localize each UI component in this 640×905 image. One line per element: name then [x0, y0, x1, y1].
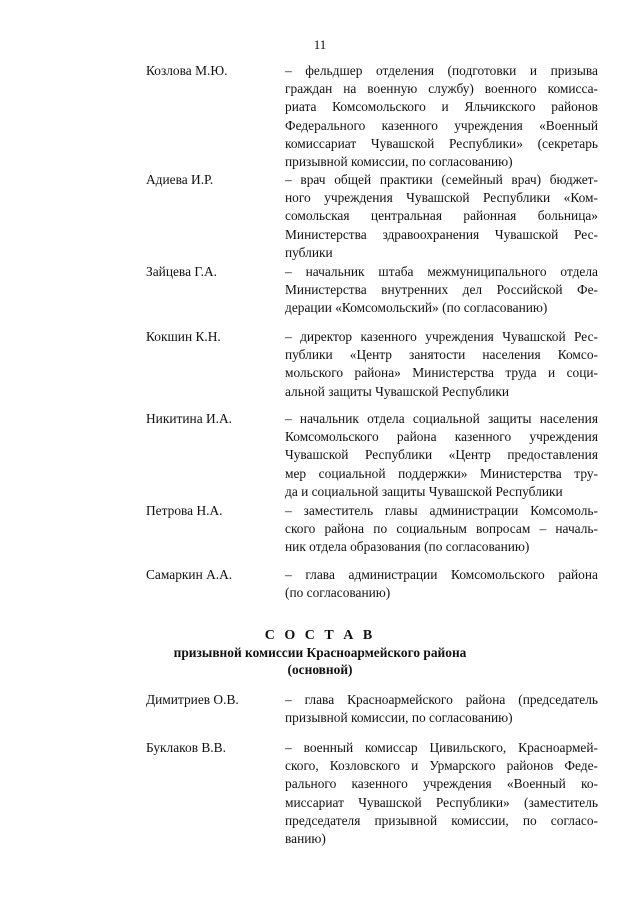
position-line: – глава администрации Комсомольского района — [285, 567, 598, 582]
position-line: Федерального казенного учреждения «Военный — [285, 117, 598, 133]
position-line: – врач общей практики (семейный врач) бюджет- — [285, 172, 598, 187]
position-line: Министерства здравоохранения Чувашской Рес- — [285, 226, 598, 242]
member-position — [285, 410, 598, 501]
position-line: – военный комиссар Цивильского, Красноармей- — [285, 740, 598, 755]
position-line: – глава Красноармейского района (председатель — [285, 692, 598, 707]
position-line: комиссариат Чувашской Республики» (секретарь — [285, 135, 598, 151]
heading-note: (основной) — [287, 662, 353, 677]
position-line: мольского района» Министерства труда и соци- — [285, 365, 598, 381]
member-position — [285, 502, 598, 557]
position-line: альной защиты Чувашской Республики — [285, 383, 510, 399]
section-heading — [0, 627, 640, 678]
member-name: Самаркин А.А. — [146, 567, 233, 582]
position-line: мер социальной поддержки» Министерства тру- — [285, 465, 598, 481]
position-line: ского района по социальным вопросам – началь- — [285, 521, 598, 537]
position-line: призывной комиссии, по согласованию) — [285, 154, 513, 170]
member-position — [285, 739, 598, 848]
member-position — [285, 566, 598, 602]
member-name: Зайцева Г.А. — [146, 264, 217, 279]
position-line: Чувашской Республики «Центр предоставления — [285, 447, 598, 463]
position-line: миссариат Чувашской Республики» (заместитель — [285, 794, 598, 810]
position-line: ник отдела образования (по согласованию) — [285, 539, 530, 555]
heading-title: С О С Т А В — [264, 628, 376, 643]
position-line: да и социальной защиты Чувашской Республики — [285, 483, 563, 499]
member-name: Буклаков В.В. — [146, 740, 226, 755]
position-line: публики «Центр занятости населения Комсо- — [285, 347, 598, 363]
position-line: публики — [285, 244, 333, 260]
position-line: граждан на военную службу) военного комисса- — [285, 81, 598, 97]
position-line: призывной комиссии, по согласованию) — [285, 710, 513, 726]
member-name: Димитриев О.В. — [146, 692, 239, 707]
position-line: Министерства внутренних дел Российской Фе- — [285, 282, 598, 298]
page-number: 11 — [313, 37, 327, 52]
position-line: ного учреждения Чувашской Республики «Ком- — [285, 190, 598, 206]
member-position — [285, 691, 598, 727]
member-position — [285, 62, 598, 171]
position-line: – начальник отдела социальной защиты населения — [285, 411, 598, 426]
member-position — [285, 263, 598, 318]
position-line: риата Комсомольского и Яльчикского районов — [285, 99, 598, 115]
position-line: председателя призывной комиссии, по согласо- — [285, 812, 598, 828]
position-line: сомольская центральная районная больница» — [285, 208, 598, 224]
position-line: ванию) — [285, 831, 326, 847]
member-name: Козлова М.Ю. — [146, 63, 228, 78]
position-line: – директор казенного учреждения Чувашской Рес- — [285, 329, 598, 344]
member-name: Кокшин К.Н. — [146, 329, 221, 344]
position-line: (по согласованию) — [285, 585, 391, 601]
position-line: – фельдшер отделения (подготовки и призыва — [285, 63, 598, 78]
member-name: Никитина И.А. — [146, 411, 233, 426]
member-position — [285, 171, 598, 262]
position-line: рального казенного учреждения «Военный ко- — [285, 776, 598, 792]
member-position — [285, 328, 598, 401]
heading-subtitle: призывной комиссии Красноармейского района — [173, 645, 467, 660]
member-name: Адиева И.Р. — [146, 172, 214, 187]
position-line: – заместитель главы администрации Комсомоль- — [285, 503, 598, 518]
member-name: Петрова Н.А. — [146, 503, 223, 518]
position-line: ского, Козловского и Урмарского районов Феде- — [285, 758, 598, 774]
position-line: Комсомольского района казенного учреждения — [285, 429, 598, 445]
position-line: дерации «Комсомольский» (по согласованию) — [285, 300, 548, 316]
position-line: – начальник штаба межмуниципального отдела — [285, 264, 598, 279]
